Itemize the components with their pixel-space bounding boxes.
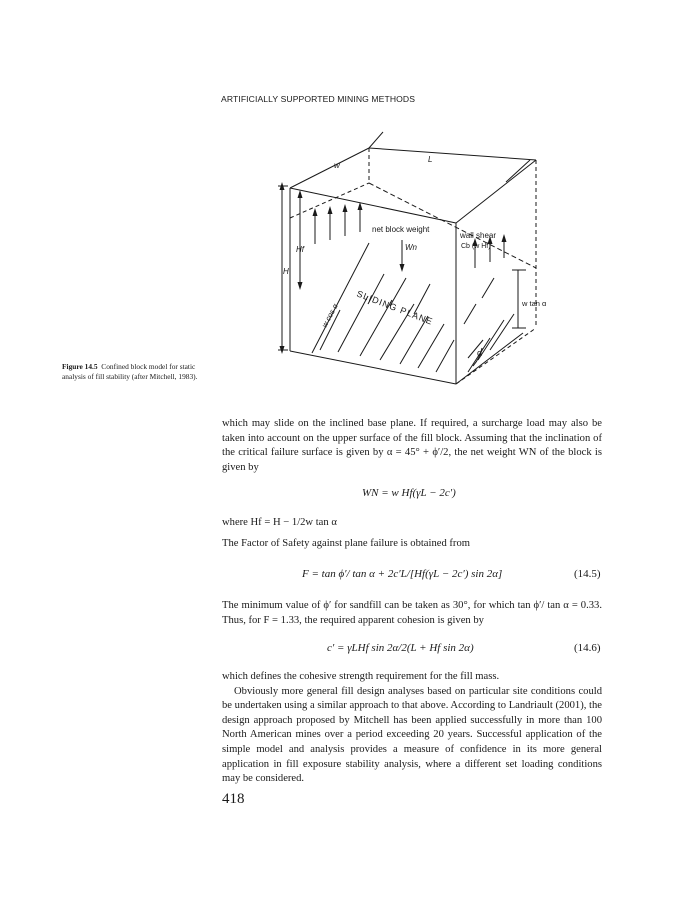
- label-alpha: α: [477, 348, 483, 358]
- paragraph-3: The Factor of Safety against plane failure is obtained from: [222, 538, 470, 549]
- label-wall-shear-formula: Cb (w Hf): [461, 243, 491, 250]
- equation-wn: WN = w Hf(γL − 2c′): [362, 487, 456, 499]
- top-left-edge: [290, 148, 369, 188]
- equation-number-14-5: (14.5): [574, 568, 601, 580]
- equation-cohesion: c′ = γLHf sin 2α/2(L + Hf sin 2α): [327, 642, 474, 654]
- body-text-3: [222, 537, 602, 552]
- ext-line-left: [369, 132, 383, 148]
- paragraph-4: The minimum value of ϕ′ for sandfill can be taken as 30°, for which tan ϕ′/ tan α = 0.33. Thus, for F = 1.33, the required apparent cohesion is given by: [222, 600, 602, 626]
- confined-block-figure: [268, 128, 568, 396]
- top-right-edge: [456, 160, 536, 223]
- paragraph-6: Obviously more general fill design analyses based on particular site conditions could be undertaken using a similar approach to that above. According to Landriault (2001), the design approach proposed by Mitchell has been applied successfully in more than 100 North American mines over a period exceeding 20 years. Successful application of the simple model and analysis provides a measure of confidence in its more general application in fill exposure stability analysis, where a different set loading conditions may be considered.: [222, 685, 602, 785]
- label-Hf: Hf: [296, 245, 304, 254]
- paragraph-1: which may slide on the inclined base plane. If required, a surcharge load may also be taken into account on the upper surface of the fill block. Assuming that the inclination of the critical failure surface is given by α = 45° + ϕ′/2, the net weight WN of the block is given by: [222, 418, 602, 473]
- caption-label: Figure 14.5: [62, 362, 98, 371]
- figure-caption: [62, 362, 212, 382]
- page-number: 418: [222, 791, 245, 807]
- equation-factor-of-safety: F = tan ϕ′/ tan α + 2c′L/[Hf(γL − 2c′) sin 2α]: [302, 568, 503, 580]
- paragraph-2: where Hf = H − 1/2w tan α: [222, 517, 337, 528]
- equation-number-14-6: (14.6): [574, 642, 601, 654]
- label-net-block-weight: net block weight: [372, 225, 430, 234]
- label-wall-shear: wall shear: [460, 231, 497, 240]
- label-w: w: [334, 161, 340, 170]
- body-text: [222, 417, 602, 475]
- label-w-tan-alpha: w tan α: [522, 299, 547, 308]
- running-header: ARTIFICIALLY SUPPORTED MINING METHODS: [221, 94, 416, 104]
- body-text-4: [222, 599, 602, 628]
- label-H: H: [283, 267, 289, 276]
- plane-base-dashed: [456, 328, 536, 384]
- block-model-diagram: [268, 128, 568, 396]
- label-sliding-plane: SLIDING PLANE: [355, 288, 435, 327]
- plane-bottom-right: [456, 333, 523, 384]
- body-text-2: [222, 516, 602, 531]
- caption-text: Confined block model for static analysis of fill stability (after Mitchell, 1983).: [62, 362, 198, 381]
- ext-line-right: [506, 160, 530, 182]
- label-Wn: Wn: [405, 243, 417, 252]
- label-L: L: [428, 155, 433, 164]
- label-w-cos-alpha: w cos α: [319, 302, 340, 329]
- body-text-5: [222, 670, 602, 787]
- front-bottom-edge: [290, 351, 456, 384]
- paragraph-5: which defines the cohesive strength requirement for the fill mass.: [222, 671, 500, 682]
- top-back-edge: [369, 148, 536, 160]
